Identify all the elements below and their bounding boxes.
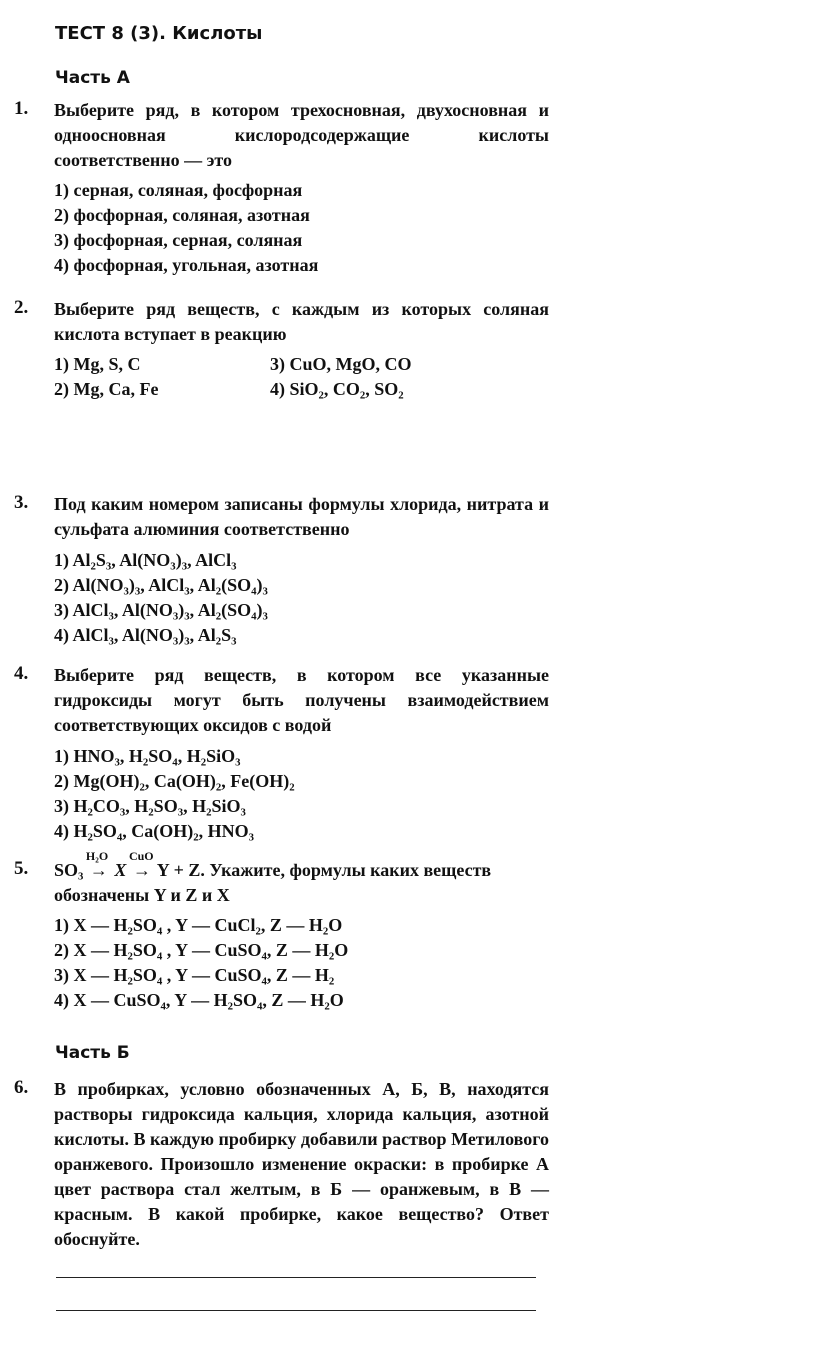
question-text: Выберите ряд веществ, с каждым из которых соляная кислота вступает в реакцию xyxy=(54,299,549,344)
option-1: 1) X — H₂SO₄ , Y — CuCl₂, Z — H₂O xyxy=(54,915,343,935)
option-2: 2) фосфорная, соляная, азотная xyxy=(54,205,310,225)
option-1: 1) Al₂S₃, Al(NO₃)₃, AlCl₃ xyxy=(54,550,237,570)
question-number: 3. xyxy=(14,492,29,513)
arrow-label-h2o: H₂O xyxy=(85,849,109,863)
reaction-chain xyxy=(54,849,492,883)
option-4: 4) X — CuSO₄, Y — H₂SO₄, Z — H₂O xyxy=(54,990,344,1010)
answer-line[interactable] xyxy=(56,1277,536,1278)
option-4: 4) H₂SO₄, Ca(OH)₂, HNO₃ xyxy=(54,821,255,841)
option-3: 3) фосфорная, серная, соляная xyxy=(54,230,303,250)
question-text: В пробирках, условно обозначенных А, Б, В, находятся растворы гидроксида кальция, хлорида кальция, азотной кислоты. В каждую пробирку добавили раствор Метилового оранжевого. Произошло изменение окраски: в пробирке А цвет раствора стал желтым, в Б — оранжевым, в В — красным. В какой пробирке, какое вещество? Ответ обоснуйте. xyxy=(54,1079,549,1249)
question-number: 1. xyxy=(14,98,29,119)
option-2: 2) Mg(OH)₂, Ca(OH)₂, Fe(OH)₂ xyxy=(54,771,295,791)
arrow-h2o: → H₂O xyxy=(88,858,110,883)
part-b-heading: Часть Б xyxy=(55,1043,130,1063)
question-number: 2. xyxy=(14,297,29,318)
chain-x: X xyxy=(114,860,127,880)
option-3: 3) H₂CO₃, H₂SO₃, H₂SiO₃ xyxy=(54,796,246,816)
question-text: Выберите ряд веществ, в котором все указанные гидроксиды могут быть получены взаимодействием соответствующих оксидов с водой xyxy=(54,665,549,735)
question-text: Под каким номером записаны формулы хлорида, нитрата и сульфата алюминия соответственно xyxy=(54,494,549,539)
option-2: 2) X — H₂SO₄ , Y — CuSO₄, Z — H₂O xyxy=(54,940,349,960)
test-title: ТЕСТ 8 (3). Кислоты xyxy=(55,23,263,44)
arrow-label-cuo: CuO xyxy=(128,849,154,863)
question-number: 4. xyxy=(14,663,29,684)
option-2: 2) Al(NO₃)₃, AlCl₃, Al₂(SO₄)₃ xyxy=(54,575,268,595)
question-number: 6. xyxy=(14,1077,29,1098)
question-number: 5. xyxy=(14,858,29,879)
chain-start: SO₃ xyxy=(54,860,84,880)
option-3: 3) X — H₂SO₄ , Y — CuSO₄, Z — H₂ xyxy=(54,965,335,985)
answer-line[interactable] xyxy=(56,1310,536,1311)
question-text-line-2: обозначены Y и Z и X xyxy=(54,885,230,905)
arrow-cuo: → CuO xyxy=(131,858,153,883)
option-3: 3) CuO, MgO, CO xyxy=(270,354,412,374)
option-1: 1) HNO₃, H₂SO₄, H₂SiO₃ xyxy=(54,746,241,766)
option-1: 1) серная, соляная, фосфорная xyxy=(54,180,303,200)
option-4: 4) фосфорная, угольная, азотная xyxy=(54,255,319,275)
option-4: 4) SiO₂, CO₂, SO₂ xyxy=(270,379,404,399)
option-3: 3) AlCl₃, Al(NO₃)₃, Al₂(SO₄)₃ xyxy=(54,600,268,620)
chain-rest: Y + Z. Укажите, формулы каких веществ xyxy=(156,860,492,880)
option-4: 4) AlCl₃, Al(NO₃)₃, Al₂S₃ xyxy=(54,625,237,645)
part-a-heading: Часть А xyxy=(55,68,130,88)
option-1: 1) Mg, S, C xyxy=(54,354,141,374)
question-text: Выберите ряд, в котором трехосновная, двухосновная и одноосновная кислородсодержащие кислоты соответственно — это xyxy=(54,100,549,170)
option-2: 2) Mg, Ca, Fe xyxy=(54,379,159,399)
